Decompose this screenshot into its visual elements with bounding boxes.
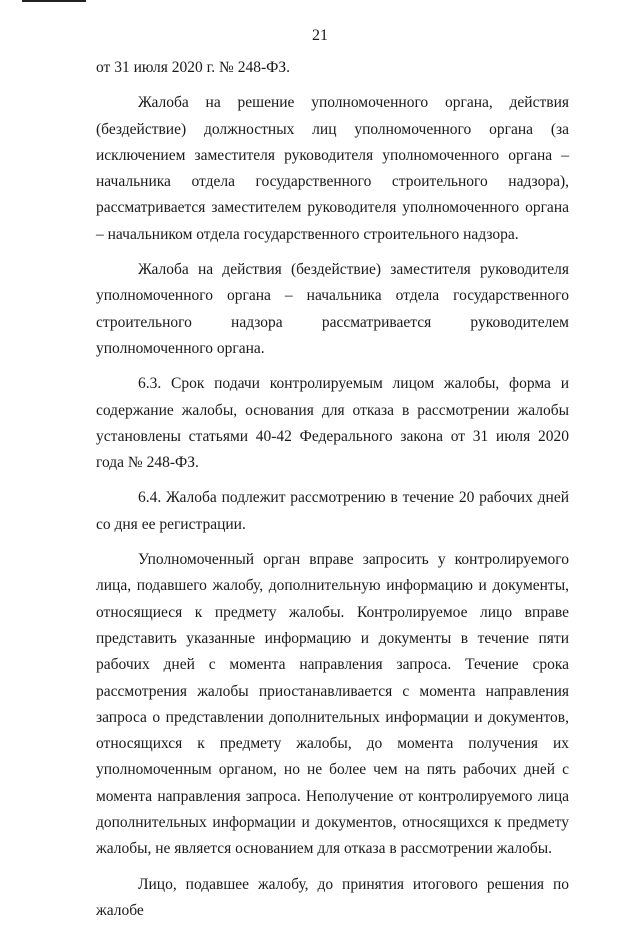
paragraph-complaint-decision: Жалоба на решение уполномоченного органа, действия (бездействие) должностных лиц уполномоченного органа (за исключением заместителя руководителя уполномоченного органа – начальника отдела государственного строительного надзора), рассматривается заместителем руководителя уполномоченного органа – начальником отдела государственного строительного надзора. [96,94,569,243]
paragraph-section-6-3: 6.3. Срок подачи контролируемым лицом жалобы, форма и содержание жалобы, основания для отказа в рассмотрении жалобы установлены статьями 40-42 Федерального закона от 31 июля 2020 года № 248-ФЗ. [96,375,569,472]
page-number: 21 [312,27,328,44]
paragraph-information-request: Уполномоченный орган вправе запросить у контролируемого лица, подавшего жалобу, дополнительную информацию и документы, относящиеся к предмету жалобы. Контролируемое лицо вправе представить указанные информацию и документы в течение пяти рабочих дней с момента направления запроса. Течение срока рассмотрения жалобы приостанавливается с момента направления запроса о представлении дополнительных информации и документов, относящихся к предмету жалобы, до момента получения их уполномоченным органом, но не более чем на пять рабочих дней с момента направления запроса. Неполучение от контролируемого лица дополнительных информации и документов, относящихся к предмету жалобы, не является основанием для отказа в рассмотрении жалобы. [96,551,569,858]
paragraph-withdrawal: Лицо, подавшее жалобу, до принятия итогового решения по жалобе [96,875,569,919]
top-rule [22,0,86,2]
paragraph-law-reference: от 31 июля 2020 г. № 248-ФЗ. [96,59,290,76]
paragraph-complaint-deputy: Жалоба на действия (бездействие) заместителя руководителя уполномоченного органа – начальника отдела государственного строительного надзора рассматривается руководителем уполномоченного органа. [96,261,569,357]
paragraph-section-6-4: 6.4. Жалоба подлежит рассмотрению в течение 20 рабочих дней со дня ее регистрации. [96,489,569,533]
document-body [96,55,569,933]
